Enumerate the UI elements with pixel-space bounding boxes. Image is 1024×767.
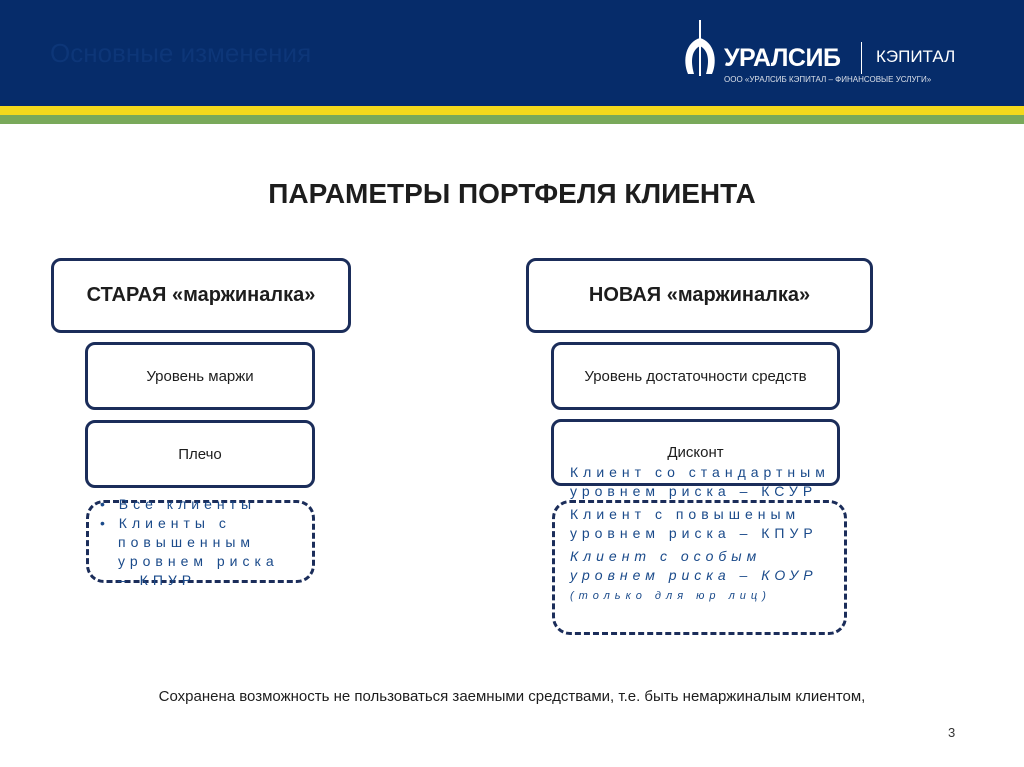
new-margin-heading: НОВАЯ «маржиналка» [526,258,873,333]
old-margin-heading: СТАРАЯ «маржиналка» [51,258,351,333]
logo-subtitle: ООО «УРАЛСИБ КЭПИТАЛ – ФИНАНСОВЫЕ УСЛУГИ» [724,75,932,84]
logo-side-text: КЭПИТАЛ [876,47,956,66]
old-item-leverage: Плечо [85,420,315,488]
list-item: • Клиенты с повышенным уровнем риска – КПУР [100,515,279,588]
new-item-sufficiency-level: Уровень достаточности средств [551,342,840,410]
list-item: Клиент со стандартным уровнем риска – КСУР [570,464,830,499]
header-bar [0,0,1024,106]
footer-note: Сохранена возможность не пользоваться заемными средствами, т.е. быть немаржиналым клиентом, [158,688,866,705]
logo-main-text: УРАЛСИБ [724,44,841,72]
yellow-stripe [0,106,1024,115]
header-title: Основные изменения [50,38,312,68]
logo-divider [861,42,862,74]
old-item-margin-level: Уровень маржи [85,342,315,410]
old-clients-list [100,495,300,590]
list-item: Клиент с повышеным уровнем риска – КПУР [570,506,818,541]
new-clients-list [570,463,835,606]
page-number: 3 [948,725,956,740]
list-item: • Все клиенты [100,496,257,512]
slide-title: ПАРАМЕТРЫ ПОРТФЕЛЯ КЛИЕНТА [268,178,756,209]
green-stripe [0,115,1024,124]
new-item-discount: Дисконт [551,419,840,486]
logo-emblem-icon [680,20,720,76]
list-item: Клиент с особым уровнем риска – КОУР (только для юр лиц) [570,548,818,602]
